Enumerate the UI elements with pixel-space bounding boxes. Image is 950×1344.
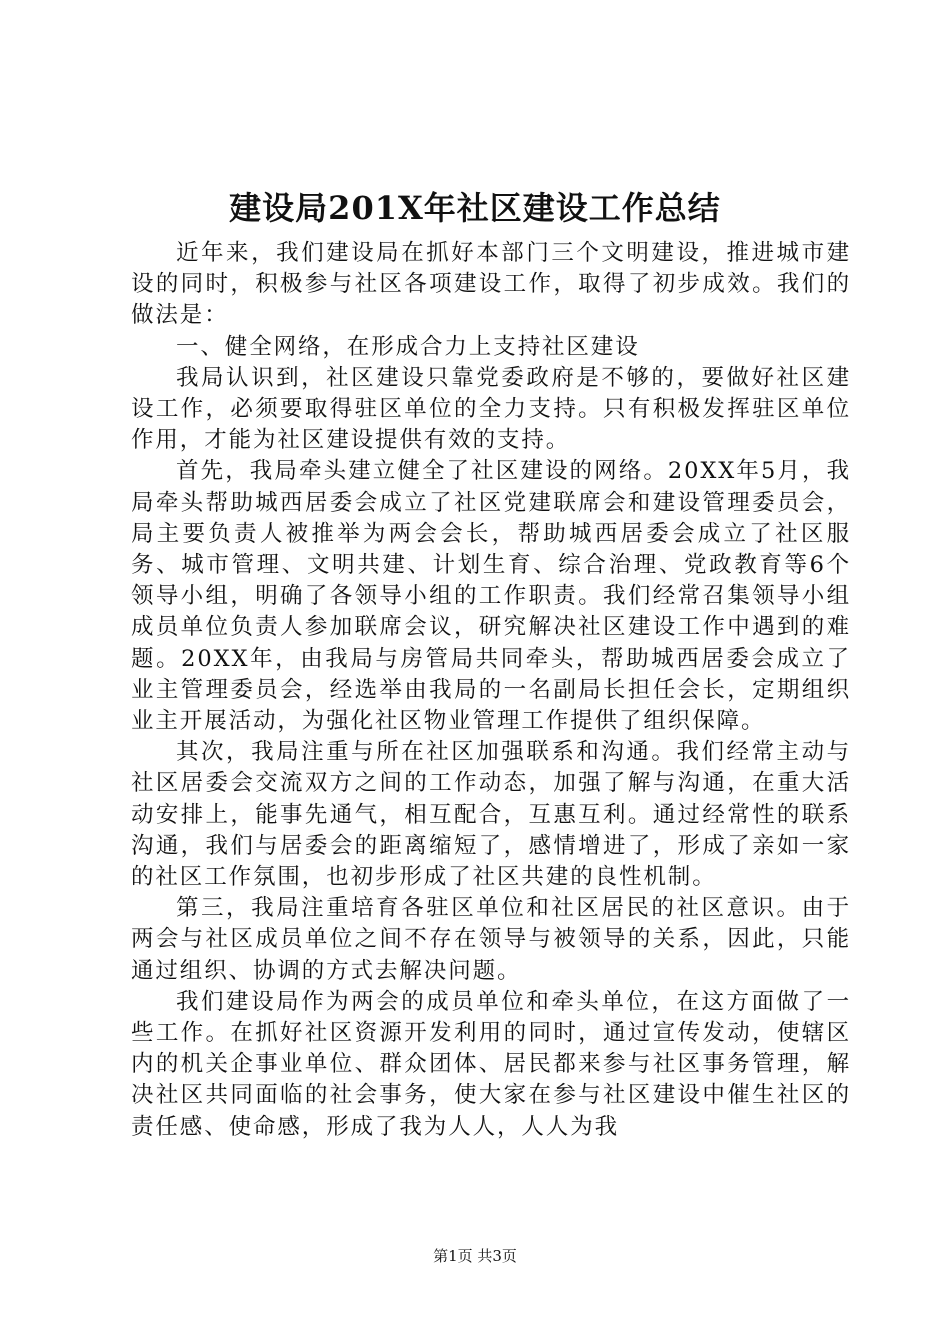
paragraph-intro: 近年来，我们建设局在抓好本部门三个文明建设，推进城市建设的同时，积极参与社区各项建设工作，取得了初步成效。我们的做法是：: [131, 240, 851, 329]
paragraph-awareness: 我局认识到，社区建设只靠党委政府是不够的，要做好社区建设工作，必须要取得驻区单位的全力支持。只有积极发挥驻区单位作用，才能为社区建设提供有效的支持。: [131, 364, 851, 454]
document-body: [131, 238, 851, 1143]
page-footer: 第1页 共3页: [433, 1247, 517, 1265]
paragraph-communication: 其次，我局注重与所在社区加强联系和沟通。我们经常主动与社区居委会交流双方之间的工作动态，加强了解与沟通，在重大活动安排上，能事先通气，相互配合，互惠互利。通过经常性的联系沟通，我们与居委会的距离缩短了，感情增进了，形成了亲如一家的社区工作氛围，也初步形成了社区共建的良性机制。: [131, 739, 851, 891]
paragraph-member-unit: 我们建设局作为两会的成员单位和牵头单位，在这方面做了一些工作。在抓好社区资源开发利用的同时，通过宣传发动，使辖区内的机关企事业单位、群众团体、居民都来参与社区事务管理，解决社区共同面临的社会事务，使大家在参与社区建设中催生社区的责任感、使命感，形成了我为人人，人人为我: [131, 988, 851, 1140]
section-heading-1: 一、健全网络，在形成合力上支持社区建设: [176, 333, 640, 360]
paragraph-network: 首先，我局牵头建立健全了社区建设的网络。20XX年5月，我局牵头帮助城西居委会成立了社区党建联席会和建设管理委员会，局主要负责人被推举为两会会长，帮助城西居委会成立了社区服务、城市管理、文明共建、计划生育、综合治理、党政教育等6个领导小组，明确了各领导小组的工作职责。我们经常召集领导小组成员单位负责人参加联席会议，研究解决社区建设工作中遇到的难题。20XX年，由我局与房管局共同牵头，帮助城西居委会成立了业主管理委员会，经选举由我局的一名副局长担任会长，定期组织业主开展活动，为强化社区物业管理工作提供了组织保障。: [131, 458, 851, 735]
document-title: 建设局201X年社区建设工作总结: [229, 189, 721, 227]
paragraph-community-awareness: 第三，我局注重培育各驻区单位和社区居民的社区意识。由于两会与社区成员单位之间不存在领导与被领导的关系，因此，只能通过组织、协调的方式去解决问题。: [131, 895, 851, 984]
